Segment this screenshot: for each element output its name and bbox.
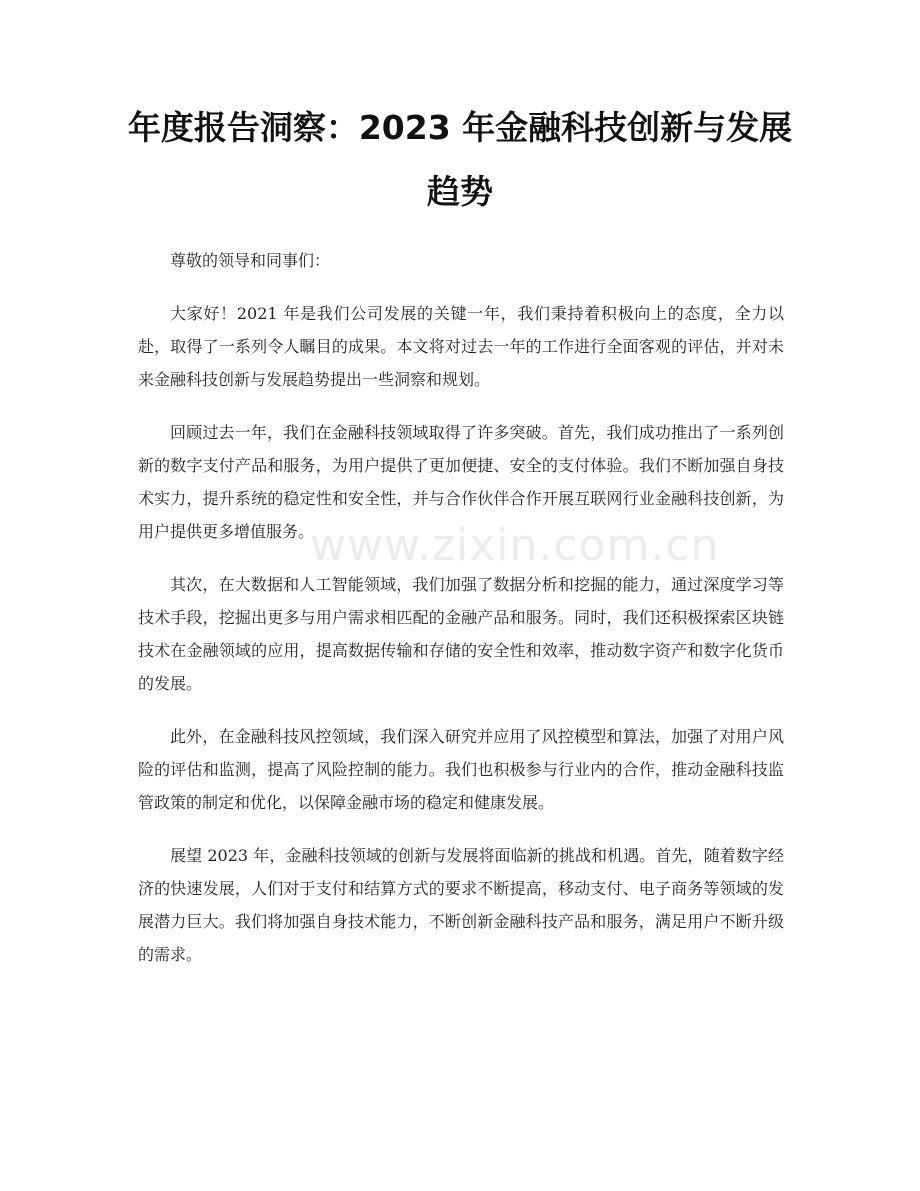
paragraph-risk-control: 此外，在金融科技风控领域，我们深入研究并应用了风控模型和算法，加强了对用户风险的评估和监测，提高了风险控制的能力。我们也积极参与行业内的合作，推动金融科技监管政策的制定和优化，以保障金融市场的稳定和健康发展。: [138, 727, 784, 812]
paragraph-outlook: 展望 2023 年，金融科技领域的创新与发展将面临新的挑战和机遇。首先，随着数字经济的快速发展，人们对于支付和结算方式的要求不断提高，移动支付、电子商务等领域的发展潜力巨大。我们将加强自身技术能力，不断创新金融科技产品和服务，满足用户不断升级的需求。: [138, 846, 784, 964]
paragraph-intro: 大家好！2021 年是我们公司发展的关键一年，我们秉持着积极向上的态度，全力以赴，取得了一系列令人瞩目的成果。本文将对过去一年的工作进行全面客观的评估，并对未来金融科技创新与发展趋势提出一些洞察和规划。: [138, 304, 784, 389]
document-title: 年度报告洞察：2023 年金融科技创新与发展趋势: [127, 108, 793, 211]
paragraph-bigdata: 其次，在大数据和人工智能领域，我们加强了数据分析和挖掘的能力，通过深度学习等技术手段，挖掘出更多与用户需求相匹配的金融产品和服务。同时，我们还积极探索区块链技术在金融领域的应用，提高数据传输和存储的安全性和效率，推动数字资产和数字化货币的发展。: [138, 575, 784, 693]
watermark: www.zixin.com.cn: [310, 520, 720, 571]
document-body: [138, 244, 784, 991]
salutation: 尊敬的领导和同事们：: [170, 251, 331, 270]
paragraph-review: 回顾过去一年，我们在金融科技领域取得了许多突破。首先，我们成功推出了一系列创新的数字支付产品和服务，为用户提供了更加便捷、安全的支付体验。我们不断加强自身技术实力，提升系统的稳定性和安全性，并与合作伙伴合作开展互联网行业金融科技创新，为用户提供更多增值服务。: [138, 423, 784, 541]
